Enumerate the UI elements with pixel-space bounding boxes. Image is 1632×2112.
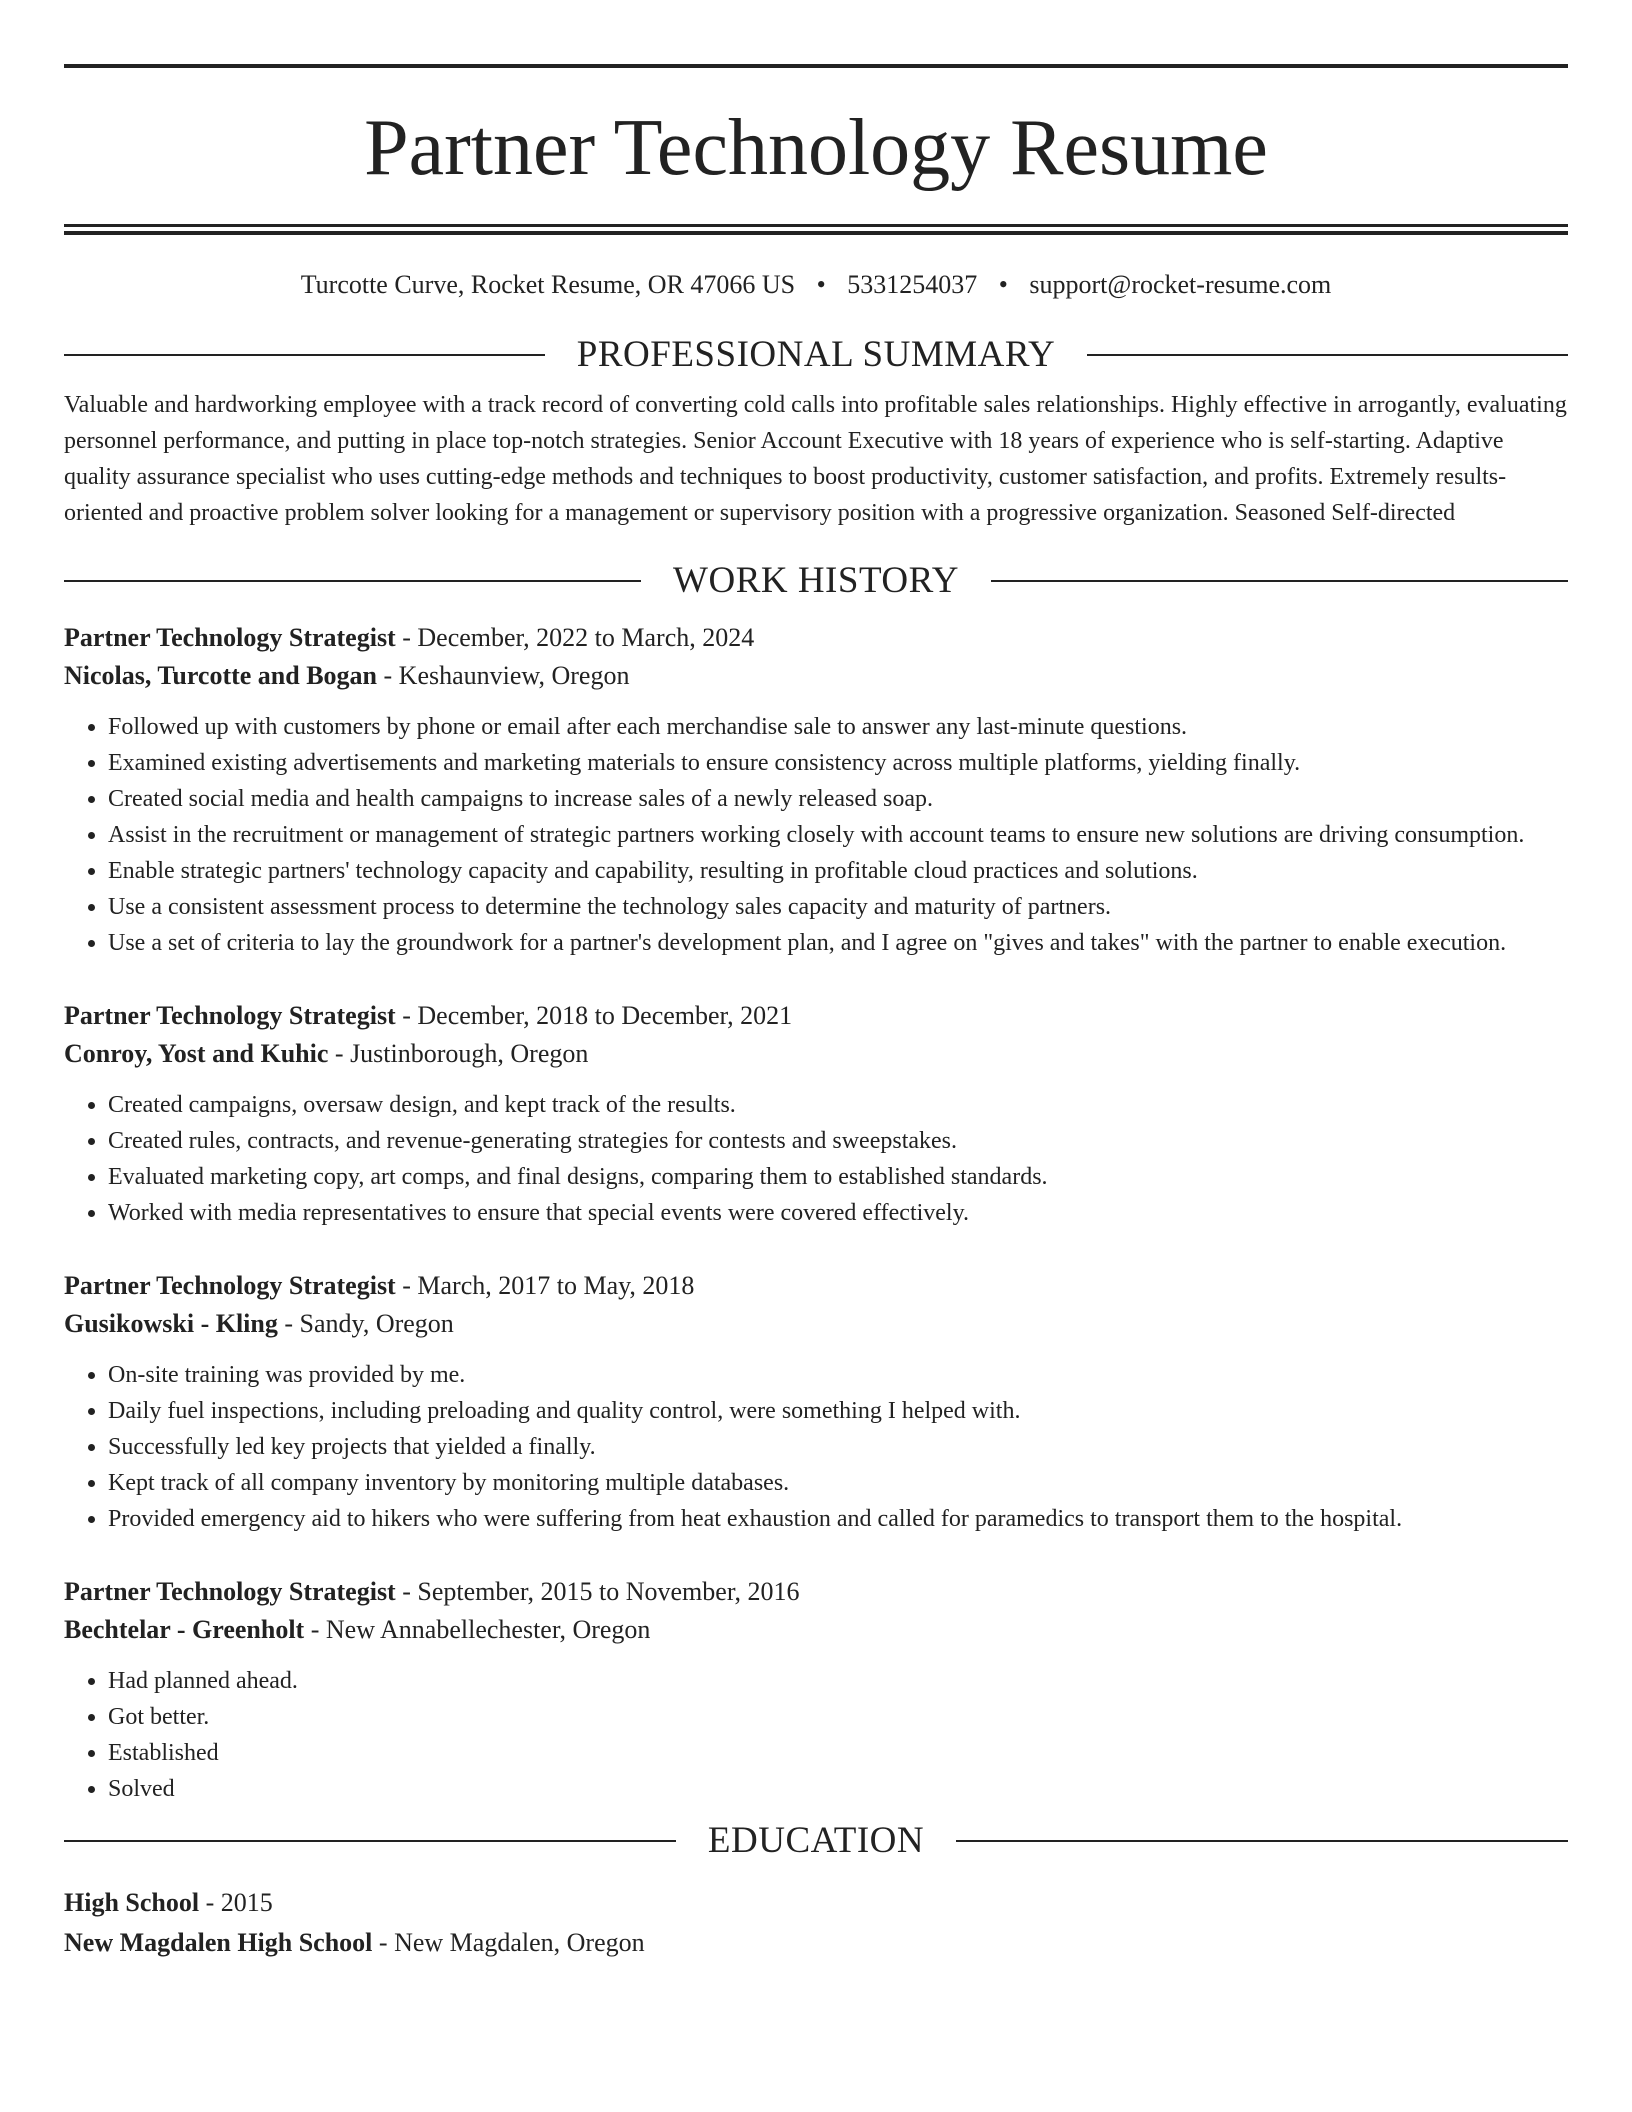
job-bullet: • Established: [108, 1735, 1568, 1771]
education-school-line: [64, 1923, 1568, 1963]
job-company-line: [64, 1035, 1568, 1073]
summary-section-heading: [64, 333, 1568, 377]
work-heading-label: WORK HISTORY: [673, 560, 959, 601]
job-company-line: [64, 1305, 1568, 1343]
job-bullet: • Created social media and health campaigns to increase sales of a newly released soap.: [108, 781, 1568, 817]
job-title: Partner Technology Strategist: [64, 1001, 396, 1030]
job-company: Bechtelar - Greenholt: [64, 1615, 305, 1644]
job-title-line: [64, 1573, 1568, 1611]
job-title: Partner Technology Strategist: [64, 1577, 396, 1606]
resume-title: Partner Technology Resume: [364, 104, 1268, 192]
job-location: - Keshaunview, Oregon: [377, 661, 630, 690]
education-degree-line: [64, 1883, 1568, 1923]
top-rule: [64, 64, 1568, 68]
job-dates: - December, 2022 to March, 2024: [395, 623, 755, 652]
job-location: - New Annabellechester, Oregon: [304, 1615, 651, 1644]
title-double-rule: [64, 224, 1568, 235]
job-dates: - December, 2018 to December, 2021: [395, 1001, 793, 1030]
job-bullet: • Had planned ahead.: [108, 1663, 1568, 1699]
job-bullet: • On-site training was provided by me.: [108, 1357, 1568, 1393]
summary-text: Valuable and hardworking employee with a track record of converting cold calls into profitable sales relationships. Highly effective in arrogantly, evaluating personnel performance, and putting in place top-notch strategies. Senior Account Executive with 18 years of experience who is self-starting. Adaptive quality assurance specialist who uses cutting-edge methods and techniques to boost productivity, customer satisfaction, and profits. Extremely results-oriented and proactive problem solver looking for a management or supervisory position with a progressive organization. Seasoned Self-directed: [64, 392, 1567, 526]
job-title-line: [64, 997, 1568, 1035]
job-title-line: [64, 619, 1568, 657]
education-section-heading: [64, 1819, 1568, 1863]
heading-rule-right: [991, 580, 1568, 582]
job-company: Conroy, Yost and Kuhic: [64, 1039, 329, 1068]
contact-email: support@rocket-resume.com: [1029, 270, 1332, 299]
job-location: - Sandy, Oregon: [277, 1309, 454, 1338]
resume-page: [64, 64, 1568, 1963]
job-company: Gusikowski - Kling: [64, 1309, 278, 1338]
job-company: Nicolas, Turcotte and Bogan: [64, 661, 378, 690]
job-bullet: • Use a set of criteria to lay the groundwork for a partner's development plan, and I agree on "gives and takes" with the partner to enable execution.: [108, 925, 1568, 961]
job-bullet: • Followed up with customers by phone or email after each merchandise sale to answer any last-minute questions.: [108, 709, 1568, 745]
job-bullet: • Enable strategic partners' technology capacity and capability, resulting in profitable cloud practices and solutions.: [108, 853, 1568, 889]
job-bullet: • Worked with media representatives to ensure that special events were covered effectively.: [108, 1195, 1568, 1231]
job-bullets: [64, 1357, 1568, 1537]
job-entry: [64, 1267, 1568, 1537]
work-section-heading: [64, 559, 1568, 603]
heading-rule-right: [1087, 354, 1568, 356]
job-bullet: • Successfully led key projects that yielded a finally.: [108, 1429, 1568, 1465]
heading-rule-right: [956, 1840, 1568, 1842]
job-entry: [64, 997, 1568, 1231]
job-entry: [64, 1573, 1568, 1807]
job-bullets: [64, 1087, 1568, 1231]
contact-address: Turcotte Curve, Rocket Resume, OR 47066 US: [300, 270, 796, 299]
job-bullet: • Evaluated marketing copy, art comps, and final designs, comparing them to established standards.: [108, 1159, 1568, 1195]
job-bullet: • Provided emergency aid to hikers who were suffering from heat exhaustion and called for paramedics to transport them to the hospital.: [108, 1501, 1568, 1537]
contact-line: [64, 269, 1568, 301]
summary-heading-label: PROFESSIONAL SUMMARY: [576, 334, 1056, 375]
education-degree: High School: [64, 1888, 200, 1917]
job-company-line: [64, 1611, 1568, 1649]
job-title: Partner Technology Strategist: [64, 623, 396, 652]
education-school: New Magdalen High School: [64, 1928, 373, 1957]
contact-separator: •: [998, 270, 1008, 299]
heading-rule-left: [64, 580, 641, 582]
job-bullet: • Assist in the recruitment or management of strategic partners working closely with account teams to ensure new solutions are driving consumption.: [108, 817, 1568, 853]
job-bullets: [64, 1663, 1568, 1807]
job-dates: - September, 2015 to November, 2016: [395, 1577, 800, 1606]
contact-phone: 5331254037: [847, 270, 978, 299]
job-bullet: • Kept track of all company inventory by monitoring multiple databases.: [108, 1465, 1568, 1501]
job-bullet: • Solved: [108, 1771, 1568, 1807]
job-bullet: • Created campaigns, oversaw design, and kept track of the results.: [108, 1087, 1568, 1123]
job-title-line: [64, 1267, 1568, 1305]
job-bullet: • Daily fuel inspections, including preloading and quality control, were something I helped with.: [108, 1393, 1568, 1429]
job-bullet: • Use a consistent assessment process to determine the technology sales capacity and maturity of partners.: [108, 889, 1568, 925]
job-bullets: [64, 709, 1568, 961]
work-history-list: [64, 619, 1568, 1807]
job-dates: - March, 2017 to May, 2018: [395, 1271, 695, 1300]
job-bullet: • Got better.: [108, 1699, 1568, 1735]
job-location: - Justinborough, Oregon: [328, 1039, 589, 1068]
education-entry: [64, 1883, 1568, 1963]
job-company-line: [64, 657, 1568, 695]
job-bullet: • Created rules, contracts, and revenue-generating strategies for contests and sweepstakes.: [108, 1123, 1568, 1159]
job-title: Partner Technology Strategist: [64, 1271, 396, 1300]
job-bullet: • Examined existing advertisements and marketing materials to ensure consistency across multiple platforms, yielding finally.: [108, 745, 1568, 781]
education-location: - New Magdalen, Oregon: [372, 1928, 645, 1957]
contact-separator: •: [816, 270, 826, 299]
job-entry: [64, 619, 1568, 961]
heading-rule-left: [64, 1840, 676, 1842]
education-heading-label: EDUCATION: [707, 1820, 925, 1861]
education-year: - 2015: [199, 1888, 273, 1917]
heading-rule-left: [64, 354, 545, 356]
